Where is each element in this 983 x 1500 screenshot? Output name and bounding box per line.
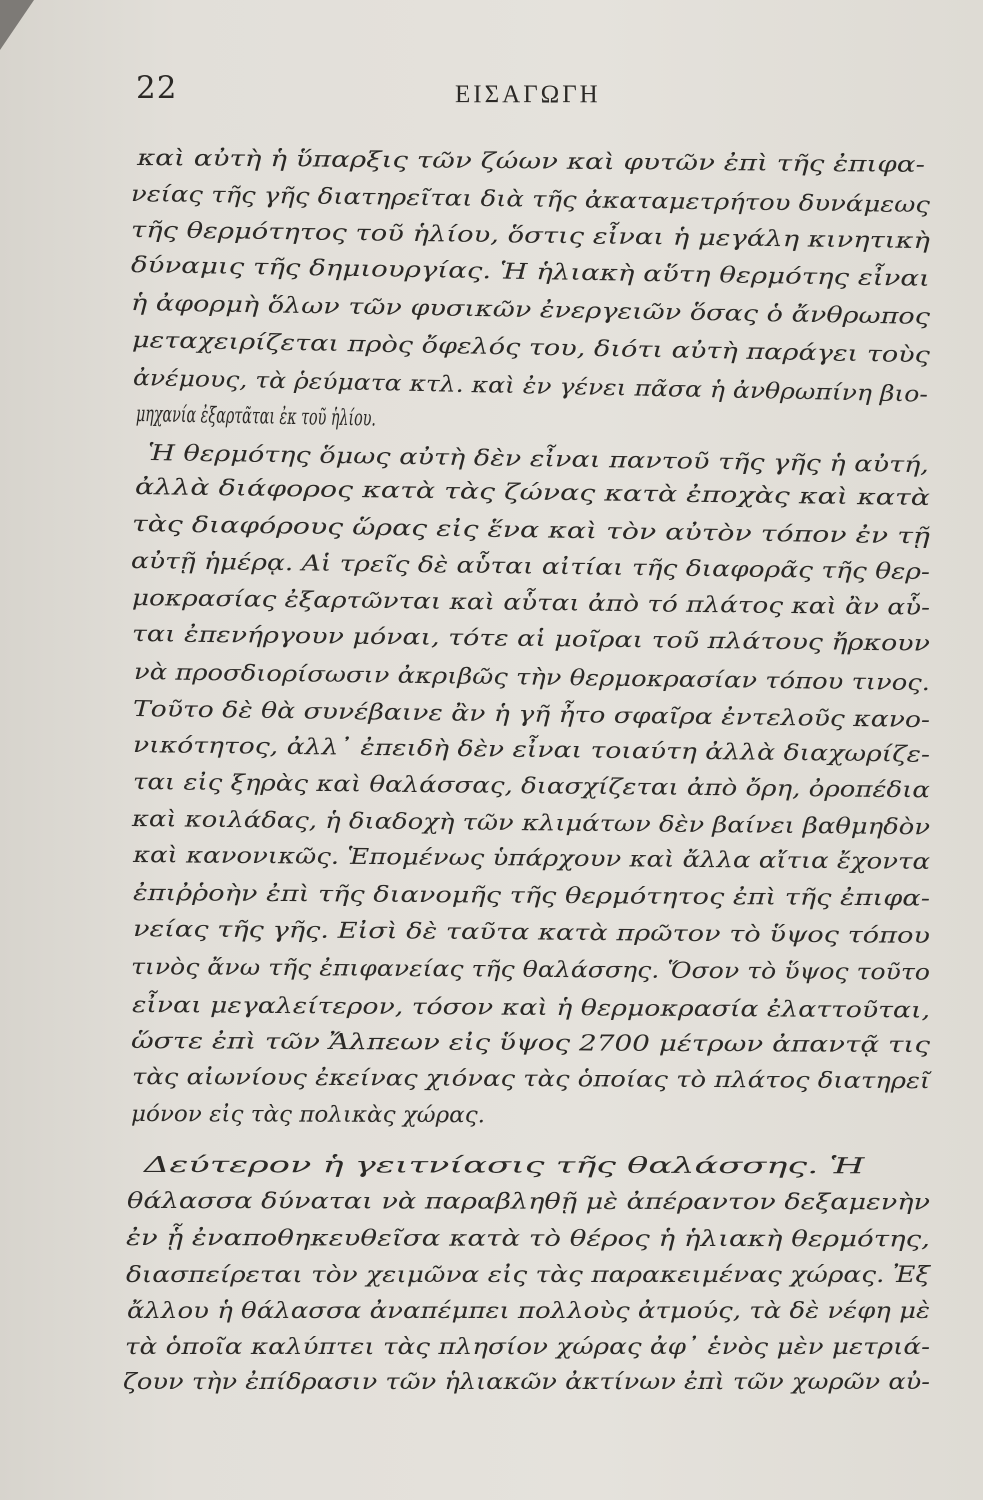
text-line: Τοῦτο δὲ θὰ συνέβαινε ἂν ἡ γῆ ἦτο σφαῖρα ἐντελοῦς κανο-	[132, 697, 931, 734]
text-line: νὰ προσδιορίσωσιν ἀκριβῶς τὴν θερμοκρασίαν τόπου τινος.	[133, 660, 931, 697]
text-line: ἄλλου ἡ θάλασσα ἀναπέμπει πολλοὺς ἀτμούς, τὰ δὲ νέφη μὲ	[127, 1299, 930, 1324]
text-line: τὰ ὁποῖα καλύπτει τὰς πλησίον χώρας ἀφ᾽ ἑνὸς μὲν μετριά-	[125, 1335, 930, 1360]
text-line: μηχανία ἐξαρτᾶται ἐκ τοῦ ἡλίου.	[135, 402, 377, 432]
text-line: τῆς θερμότητος τοῦ ἡλίου, ὅστις εἶναι ἡ μεγάλη κινητικὴ	[130, 218, 931, 255]
text-line: Ἡ θερμότης ὅμως αὐτὴ δὲν εἶναι παντοῦ τῆς γῆς ἡ αὐτή,	[147, 441, 930, 479]
text-line: καὶ κοιλάδας, ἡ διαδοχὴ τῶν κλιμάτων δὲν βαίνει βαθμηδὸν	[131, 807, 931, 841]
text-line: τινὸς ἄνω τῆς ἐπιφανείας τῆς θαλάσσης. Ὅσον τὸ ὕψος τοῦτο	[130, 955, 931, 986]
text-line: ται ἐπενήργουν μόναι, τότε αἱ μοῖραι τοῦ πλάτους ἤρκουν	[131, 622, 931, 657]
text-line: εἶναι μεγαλείτερον, τόσον καὶ ἡ θερμοκρασία ἐλαττοῦται,	[131, 993, 931, 1024]
text-line: αὐτῇ ἡμέρᾳ. Αἱ τρεῖς δὲ αὗται αἰτίαι τῆς διαφορᾶς τῆς θερ-	[130, 549, 931, 586]
text-line: νείας τῆς γῆς. Εἰσὶ δὲ ταῦτα κατὰ πρῶτον τὸ ὕψος τόπου	[132, 917, 931, 949]
text-line: νείας τῆς γῆς διατηρεῖται διὰ τῆς ἀκαταμετρήτου δυνάμεως	[130, 182, 931, 219]
text-line: θάλασσα δύναται νὰ παραβληθῇ μὲ ἀπέραντον δεξαμενὴν	[126, 1189, 931, 1216]
text-line: ται εἰς ξηρὰς καὶ θαλάσσας, διασχίζεται ἀπὸ ὄρη, ὀροπέδια	[132, 770, 931, 804]
text-line: μόνον εἰς τὰς πολικὰς χώρας.	[130, 1102, 486, 1129]
running-head: ΕΙΣΑΓΩΓΗ	[455, 81, 601, 108]
text-line: μοκρασίας ἐξαρτῶνται καὶ αὗται ἀπὸ τό πλάτος καὶ ἂν αὗ-	[131, 586, 931, 621]
text-line: καὶ κανονικῶς. Ἑπομένως ὑπάρχουν καὶ ἄλλα αἴτια ἔχοντα	[132, 843, 931, 875]
text-line: διασπείρεται τὸν χειμῶνα εἰς τὰς παρακειμένας χώρας. Ἐξ	[126, 1263, 930, 1288]
text-line: δύναμις τῆς δημιουργίας. Ἡ ἡλιακὴ αὕτη θερμότης εἶναι	[130, 253, 931, 292]
text-line: ὥστε ἐπὶ τῶν Ἄλπεων εἰς ὕψος 2700 μέτρων ἀπαντᾷ τις	[130, 1029, 931, 1059]
page-number: 22	[136, 70, 178, 106]
text-line: νικότητος, ἀλλ᾽ ἐπειδὴ δὲν εἶναι τοιαύτη ἀλλὰ διαχωρίζε-	[132, 733, 931, 768]
text-line: μεταχειρίζεται πρὸς ὄφελός του, διότι αὐτὴ παράγει τοὺς	[131, 328, 931, 369]
text-line: ἐπιῤῥοὴν ἐπὶ τῆς διανομῆς τῆς θερμότητος ἐπὶ τῆς ἐπιφα-	[132, 881, 931, 912]
text-line: ἡ ἀφορμὴ ὅλων τῶν φυσικῶν ἐνεργειῶν ὅσας ὁ ἄνθρωπος	[130, 291, 931, 330]
text-line: Δεύτερον ἡ γειτνίασις τῆς θαλάσσης. Ἡ	[143, 1153, 865, 1180]
text-line: τὰς διαφόρους ὥρας εἰς ἕνα καὶ τὸν αὐτὸν τόπον ἐν τῇ	[131, 512, 931, 550]
text-line: ζουν τὴν ἐπίδρασιν τῶν ἡλιακῶν ἀκτίνων ἐπὶ τῶν χωρῶν αὐ-	[123, 1370, 930, 1395]
text-line: τὰς αἰωνίους ἐκείνας χιόνας τὰς ὁποίας τὸ πλάτος διατηρεῖ	[131, 1065, 931, 1095]
text-line: ἐν ᾗ ἐναποθηκευθεῖσα κατὰ τὸ θέρος ἡ ἡλιακὴ θερμότης,	[125, 1226, 931, 1253]
text-line: ἀλλὰ διάφορος κατὰ τὰς ζώνας κατὰ ἐποχὰς καὶ κατὰ	[134, 475, 931, 512]
torn-corner	[0, 0, 34, 50]
text-line: ἀνέμους, τὰ ῥεύματα κτλ. καὶ ἐν γένει πᾶσα ἡ ἀνθρωπίνη βιο-	[132, 366, 929, 408]
text-line: καὶ αὐτὴ ἡ ὕπαρξις τῶν ζώων καὶ φυτῶν ἐπὶ τῆς ἐπιφα-	[136, 146, 926, 178]
